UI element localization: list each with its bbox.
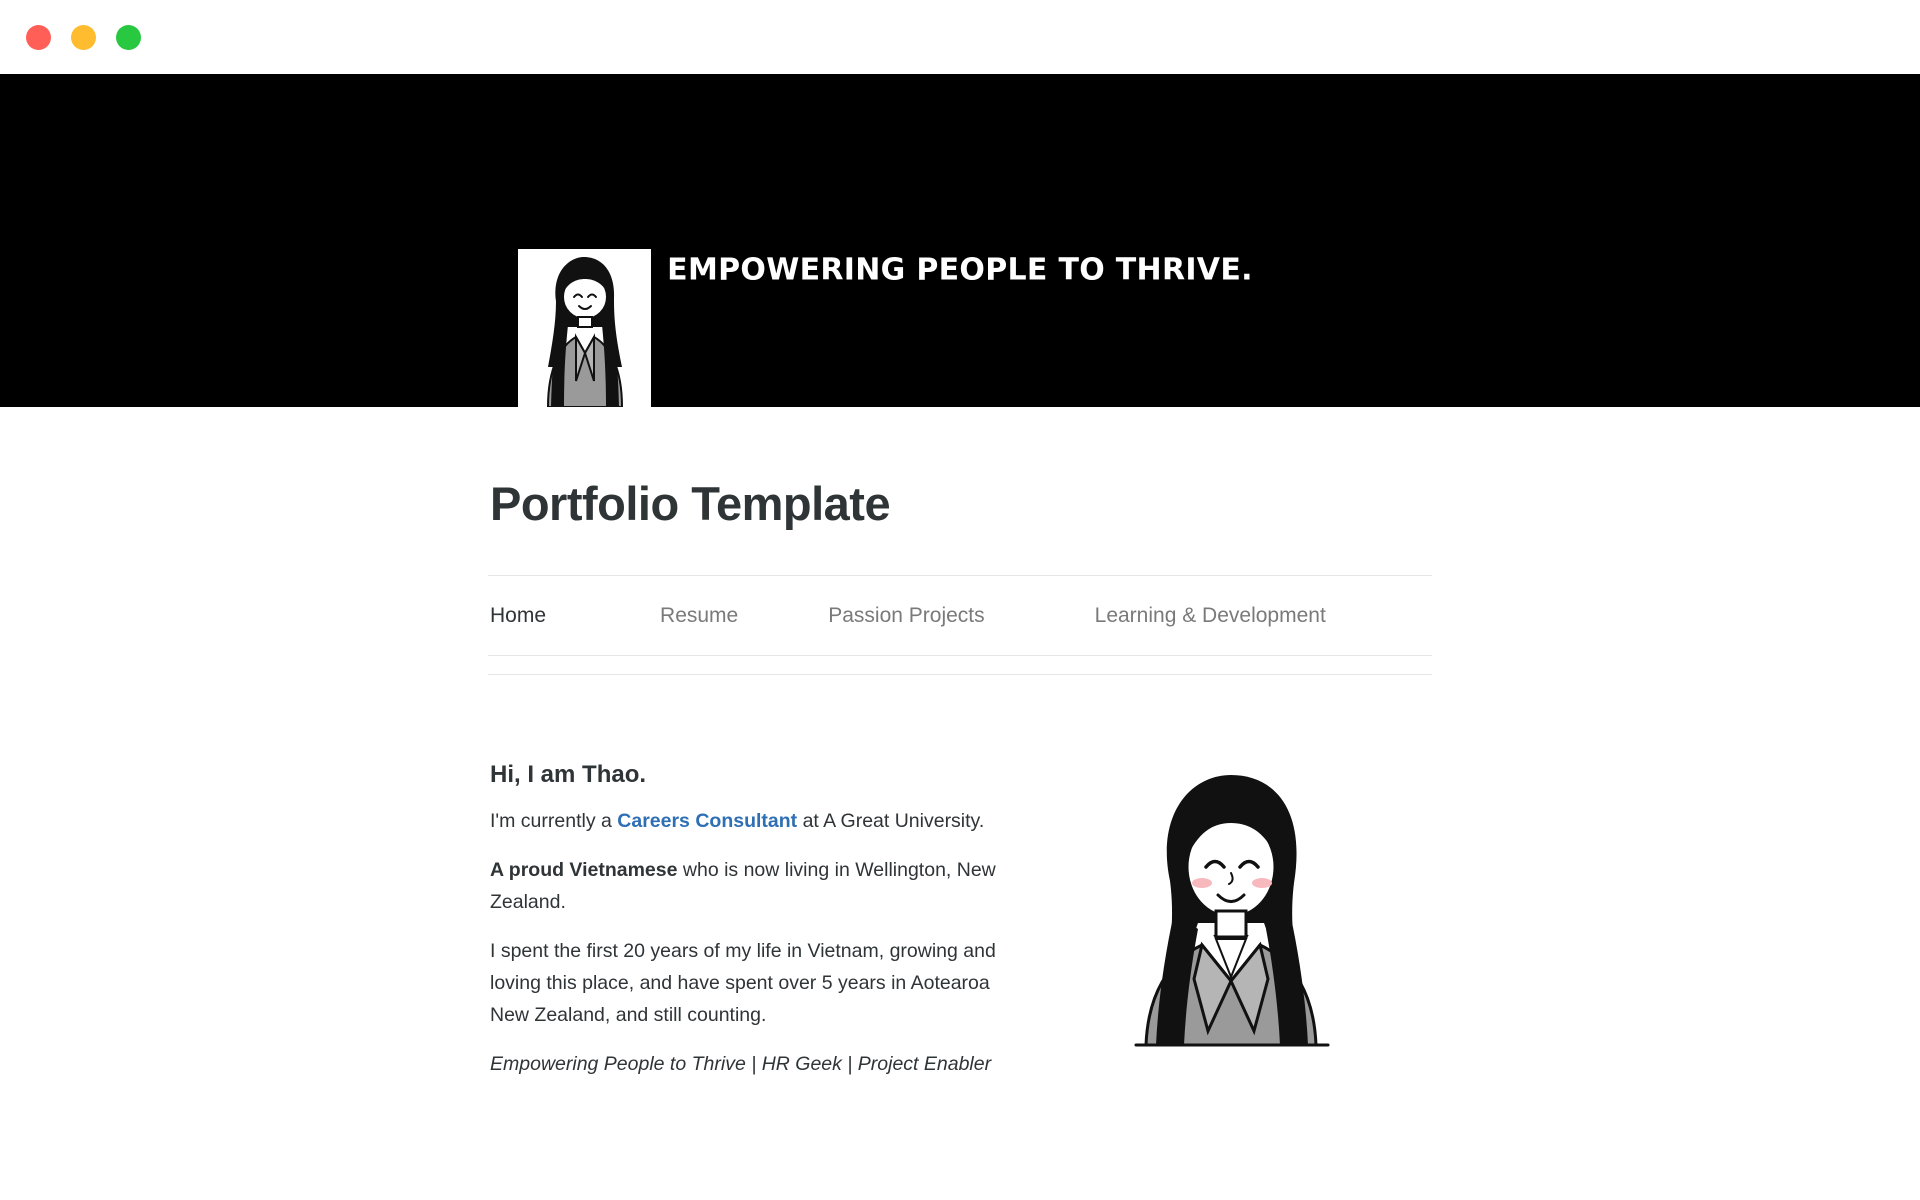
tab-bar — [488, 575, 1432, 656]
hero-tagline: EMPOWERING PEOPLE TO THRIVE. — [667, 252, 1253, 288]
profile-illustration — [1030, 761, 1432, 1097]
zoom-window-icon[interactable] — [116, 25, 141, 50]
hero-banner — [0, 74, 1920, 407]
page-title: Portfolio Template — [490, 477, 891, 530]
intro-nationality — [490, 854, 1030, 918]
intro-nationality-bold: A proud Vietnamese — [490, 859, 678, 882]
tab-resume[interactable]: Resume — [660, 603, 739, 627]
close-window-icon[interactable] — [26, 25, 51, 50]
intro-section — [488, 675, 1432, 1097]
title-bar — [0, 0, 1920, 74]
tab-home[interactable]: Home — [490, 603, 547, 627]
minimize-window-icon[interactable] — [71, 25, 96, 50]
profile-avatar-thumbnail — [518, 249, 651, 407]
intro-tagline: Empowering People to Thrive | HR Geek | Project Enabler — [490, 1053, 992, 1076]
careers-consultant-link[interactable]: Careers Consultant — [617, 810, 798, 833]
tab-bar-divider — [488, 656, 1432, 675]
intro-heading: Hi, I am Thao. — [490, 761, 647, 789]
tab-passion-projects[interactable]: Passion Projects — [828, 603, 985, 627]
intro-current-role-suffix: at A Great University. — [797, 810, 985, 833]
intro-text-block — [488, 761, 1030, 1097]
page-body — [0, 407, 1920, 1200]
content-column — [488, 407, 1432, 1097]
intro-background: I spent the first 20 years of my life in Vietnam, growing and loving this place, and have spent over 5 years in Aotearoa New Zealand, and still counting. — [490, 940, 996, 1027]
window-controls — [26, 25, 141, 50]
intro-nationality-rest: who is now living in Wellington, New Zealand. — [490, 859, 996, 914]
intro-current-role-prefix: I'm currently a — [490, 810, 618, 833]
intro-current-role — [490, 805, 1030, 837]
tab-learning-development[interactable]: Learning & Development — [1094, 603, 1326, 627]
